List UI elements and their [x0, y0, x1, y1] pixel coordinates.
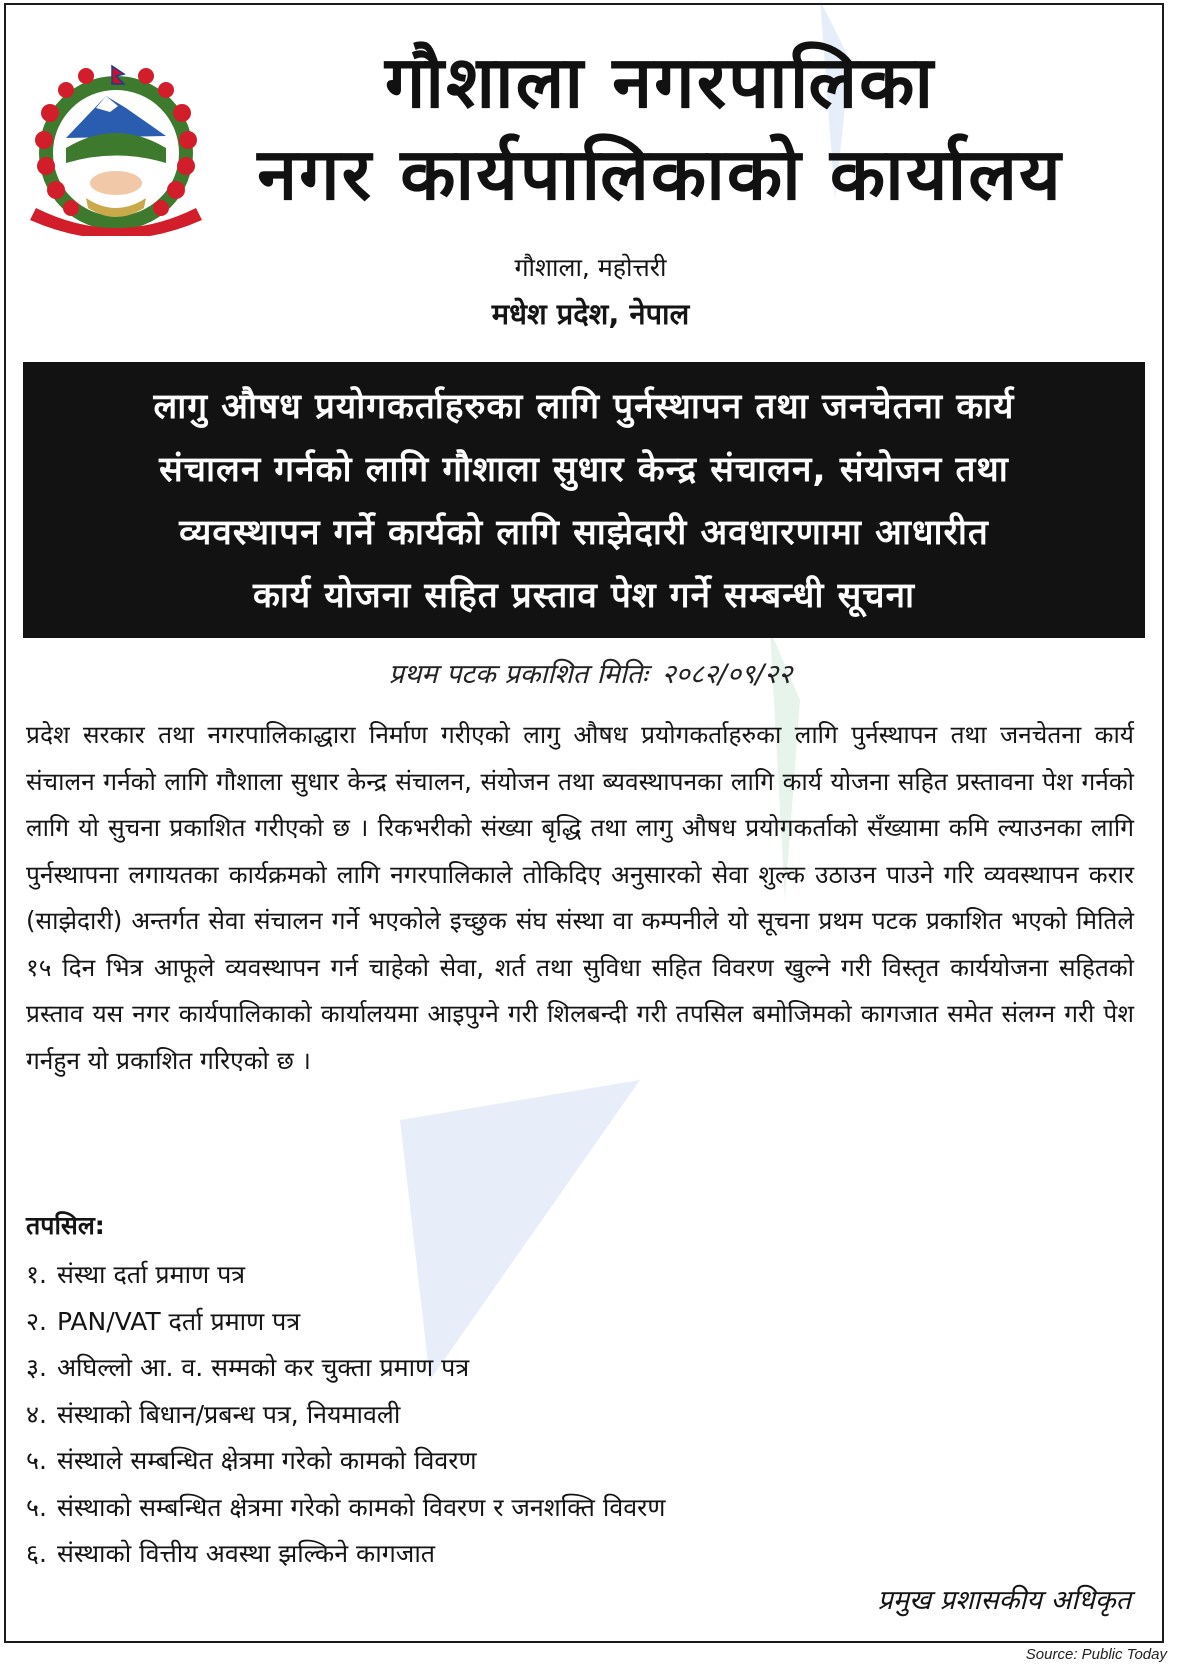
list-item — [26, 1345, 665, 1392]
list-item-text: अघिल्लो आ. व. सम्मको कर चुक्ता प्रमाण पत्र — [56, 1353, 470, 1382]
list-item-number: ५. — [26, 1492, 47, 1522]
list-item — [26, 1485, 665, 1532]
publication-date — [0, 654, 1181, 691]
header-titles — [220, 40, 1100, 218]
list-item-number: ५. — [26, 1446, 47, 1475]
list-item — [26, 1531, 665, 1578]
nepal-emblem-icon — [26, 58, 206, 236]
banner-line: व्यवस्थापन गर्ने कार्यको लागि साझेदारी अवधारणामा आधारीत — [179, 513, 989, 553]
list-item — [26, 1299, 665, 1346]
banner-line: लागु औषध प्रयोगकर्ताहरुका लागि पुर्नस्थापन तथा जनचेतना कार्य — [153, 387, 1015, 427]
list-item — [26, 1438, 665, 1485]
banner-line: संचालन गर्नको लागि गौशाला सुधार केन्द्र संचालन, संयोजन तथा — [159, 450, 1009, 490]
list-item-text: संस्थाले सम्बन्धित क्षेत्रमा गरेको कामको विवरण — [56, 1446, 477, 1475]
list-item-text: PAN/VAT दर्ता प्रमाण पत्र — [56, 1306, 301, 1336]
address-province — [0, 294, 1181, 333]
list-item-text: संस्थाको बिधान/प्रबन्ध पत्र, नियमावली — [56, 1399, 401, 1429]
address-district — [0, 250, 1181, 284]
list-item — [26, 1252, 665, 1299]
office-name: नगर कार्यपालिकाको कार्यालय — [257, 132, 1063, 216]
list-item-number: ४. — [26, 1399, 47, 1429]
signatory-title: प्रमुख प्रशासकीय अधिकृत — [877, 1585, 1131, 1616]
tapsil-heading: तपसिल: — [26, 1211, 105, 1240]
banner-line: कार्य योजना सहित प्रस्ताव पेश गर्ने सम्बन्धी सूचना — [252, 576, 916, 616]
municipality-name: गौशाला नगरपालिका — [384, 40, 936, 124]
list-item-text: संस्थाको सम्बन्धित क्षेत्रमा गरेको कामको विवरण र जनशक्ति विवरण — [56, 1492, 666, 1522]
address-district-text: गौशाला, महोत्तरी — [514, 253, 667, 282]
list-item-number: २. — [26, 1306, 47, 1336]
list-item-text: संस्था दर्ता प्रमाण पत्र — [56, 1260, 246, 1289]
list-item — [26, 1392, 665, 1439]
source-credit: Source: Public Today — [1025, 1646, 1167, 1663]
address-province-text: मधेश प्रदेश, नेपाल — [491, 297, 690, 331]
list-item-number: ३. — [26, 1353, 47, 1382]
publication-date-label: प्रथम पटक प्रकाशित मितिः — [388, 659, 648, 690]
list-item-number: १. — [26, 1260, 47, 1289]
list-item-text: संस्थाको वित्तीय अवस्था झल्किने कागजात — [56, 1539, 436, 1568]
required-documents-list — [26, 1252, 665, 1578]
publication-date-value: २०८२/०९/२२ — [661, 659, 793, 690]
list-item-number: ६. — [26, 1539, 47, 1568]
notice-subject-banner — [23, 362, 1145, 638]
notice-body: प्रदेश सरकार तथा नगरपालिकाद्धारा निर्माण गरीएको लागु औषध प्रयोगकर्ताहरुका लागि पुर्नस्थापन तथा जनचेतना कार्य संचालन गर्नको लागि गौशाला सुधार केन्द्र संचालन, संयोजन तथा ब्यवस्थापनका लागि कार्य योजना सहित प्रस्तावना पेश गर्नको लागि यो सुचना प्रकाशित गरीएको छ । रिकभरीको संख्या बृद्धि तथा लागु औषध प्रयोगकर्ताको सँख्यामा कमि ल्याउनका लागि पुर्नस्थापना लगायतका कार्यक्रमको लागि नगरपालिकाले तोकिदिए अनुसारको सेवा शुल्क उठाउन पाउने गरि व्यवस्थापन करार (साझेदारी) अन्तर्गत सेवा संचालन गर्ने भएकोले इच्छुक संघ संस्था वा कम्पनीले यो सूचना प्रथम पटक प्रकाशित भएको मितिले १५ दिन भित्र आफूले व्यवस्थापन गर्न चाहेको सेवा, शर्त तथा सुविधा सहित विवरण खुल्ने गरी विस्तृत कार्ययोजना सहितको प्रस्ताव यस नगर कार्यपालिकाको कार्यालयमा आइपुग्ने गरी शिलबन्दी गरी तपसिल बमोजिमको कागजात समेत संलग्न गरी पेश गर्नहुन यो प्रकाशित गरिएको छ । — [26, 720, 1134, 1075]
